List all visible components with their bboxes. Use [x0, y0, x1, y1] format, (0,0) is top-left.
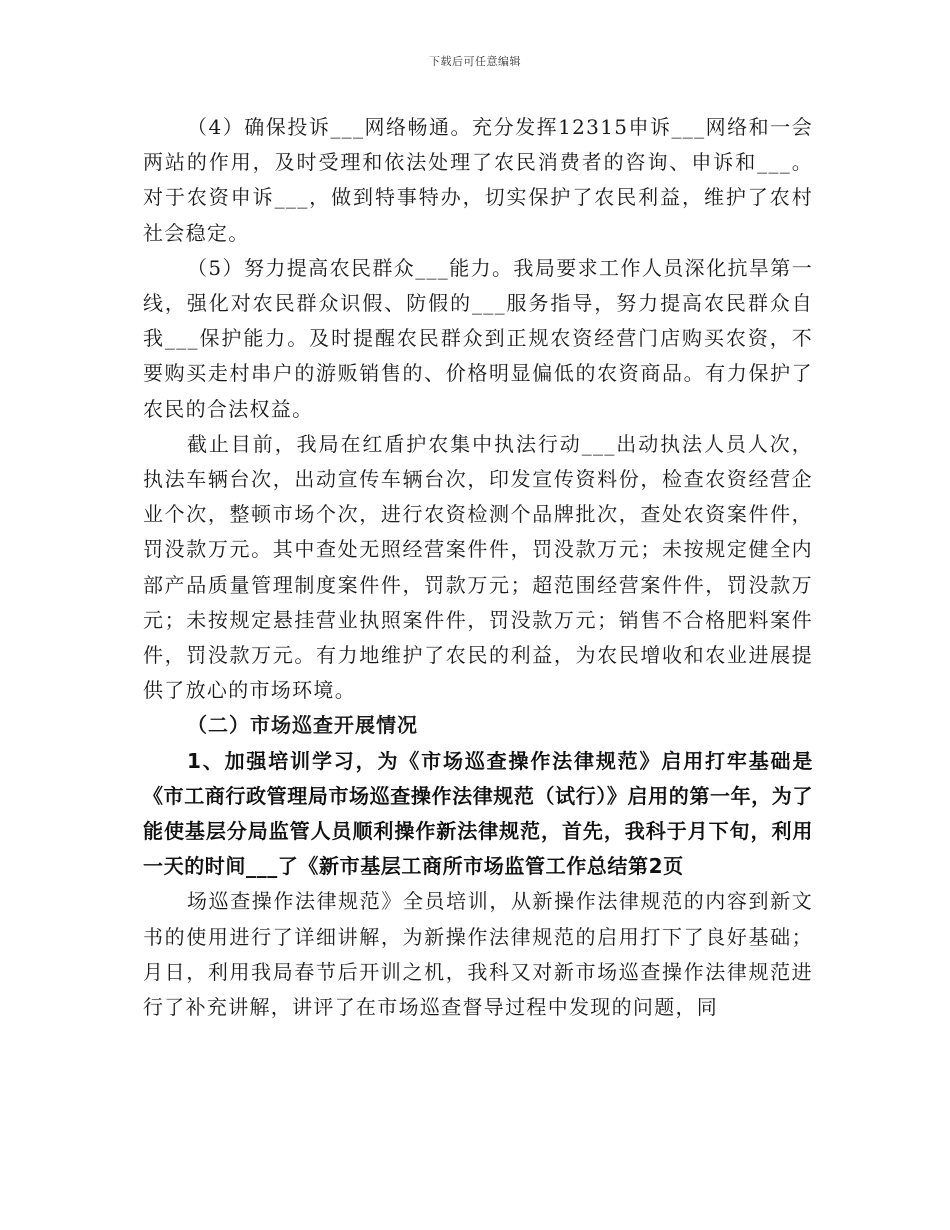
paragraph-training-bold: 1、加强培训学习，为《市场巡查操作法律规范》启用打牢基础是《市工商行政管理局市场巡查操作法律规范（试行）》启用的第一年，为了能使基层分局监管人员顺利操作新法律规范，首先，我科于月下旬，利用一天的时间___了《新市基层工商所市场监管工作总结第2页 — [143, 748, 813, 879]
paragraph-enforcement-stats: 截止目前，我局在红盾护农集中执法行动___出动执法人员人次，执法车辆台次，出动宣传车辆台次，印发宣传资料份，检查农资经营企业个次，整顿市场个次，进行农资检测个品牌批次，查处农资案件件，罚没款万元。其中查处无照经营案件件，罚没款万元；未按规定健全内部产品质量管理制度案件件，罚款万元；超范围经营案件件，罚没款万元；未按规定悬挂营业执照案件件，罚没款万元；销售不合格肥料案件件，罚没款万元。有力地维护了农民的利益，为农民增收和农业进展提供了放心的市场环境。 — [143, 431, 813, 703]
page-header: 下载后可任意编辑 — [429, 55, 521, 68]
paragraph-complaint-network: （4）确保投诉___网络畅通。充分发挥12315申诉___网络和一会两站的作用，及时受理和依法处理了农民消费者的咨询、申诉和___。对于农资申诉___，做到特事特办，切实保护了农民利益，维护了农村社会稳定。 — [143, 115, 814, 245]
section-heading: （二）市场巡查开展情况 — [187, 713, 418, 738]
paragraph-training-detail: 场巡查操作法律规范》全员培训，从新操作法律规范的内容到新文书的使用进行了详细讲解，为新操作法律规范的启用打下了良好基础；月日，利用我局春节后开训之机，我科又对新市场巡查操作法律规范进行了补充讲解，讲评了在市场巡查督导过程中发现的问题，同 — [143, 889, 813, 1020]
document-body — [143, 110, 813, 1025]
paragraph-farmer-protection: （5）努力提高农民群众___能力。我局要求工作人员深化抗旱第一线，强化对农民群众识假、防假的___服务指导，努力提高农民群众自我___保护能力。及时提醒农民群众到正规农资经营门店购买农资，不要购买走村串户的游贩销售的、价格明显偏低的农资商品。有力保护了农民的合法权益。 — [143, 255, 813, 421]
